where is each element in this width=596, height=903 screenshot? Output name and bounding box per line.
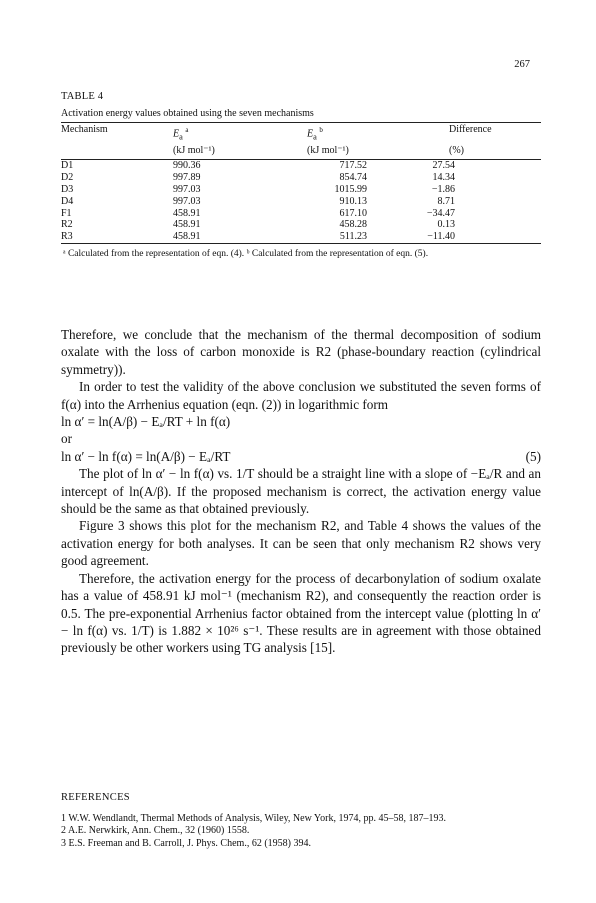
cell-mechanism: D1	[61, 160, 74, 172]
cell-ea-b: 511.23	[339, 231, 367, 243]
cell-ea-a: 997.03	[173, 195, 201, 207]
cell-ea-b: 910.13	[339, 195, 367, 207]
equation-2	[61, 448, 541, 465]
paragraph-1: Therefore, we conclude that the mechanism of the thermal decomposition of sodium oxalate with the loss of carbon monoxide is R2 (phase-boundary reaction (cylindrical symmetry)).	[61, 327, 541, 377]
references-heading: REFERENCES	[61, 792, 130, 803]
cell-ea-b: 1015.99	[334, 183, 367, 195]
cell-ea-b: 458.28	[339, 219, 367, 231]
table-row	[61, 219, 541, 231]
cell-difference: −1.86	[431, 183, 455, 195]
table-block	[61, 91, 541, 261]
paragraph-2: In order to test the validity of the above conclusion we substituted the seven forms of f(α) into the Arrhenius equation (eqn. (2)) in logarithmic form	[61, 379, 541, 412]
cell-difference: 8.71	[437, 195, 455, 207]
equation-2-number: (5)	[525, 448, 541, 464]
page-number: 267	[514, 59, 530, 70]
cell-mechanism: R3	[61, 231, 73, 243]
cell-ea-a: 990.36	[173, 160, 201, 172]
cell-difference: 27.54	[432, 160, 455, 172]
paragraph-3: The plot of ln α′ − ln f(α) vs. 1/T should be a straight line with a slope of −Eₐ/R and an intercept of ln(A/β). If the proposed mechanism is correct, the activation energy value should be the same as that obtained previously.	[61, 466, 541, 517]
cell-mechanism: D3	[61, 183, 74, 195]
table-row	[61, 172, 541, 184]
header-difference: Difference	[449, 124, 492, 135]
table-caption: Activation energy values obtained using the seven mechanisms	[61, 108, 314, 119]
table-footnote: ᵃ Calculated from the representation of eqn. (4). ᵇ Calculated from the representation of eqn. (5).	[63, 248, 429, 259]
equation-2-text: ln α′ − ln f(α) = ln(A/β) − Eₐ/RT	[61, 448, 231, 464]
cell-mechanism: F1	[61, 207, 72, 219]
cell-mechanism: R2	[61, 219, 73, 231]
table-body	[61, 160, 541, 244]
reference-3: 3 E.S. Freeman and B. Carroll, J. Phys. Chem., 62 (1958) 394.	[61, 837, 311, 849]
header-unit-ea-a: (kJ mol⁻¹)	[173, 144, 307, 160]
header-mechanism: Mechanism	[61, 124, 108, 135]
references	[61, 792, 541, 850]
cell-ea-a: 458.91	[173, 207, 201, 219]
cell-difference: −34.47	[426, 207, 455, 219]
paragraph-5: Therefore, the activation energy for the process of decarbonylation of sodium oxalate has a value of 458.91 kJ mol⁻¹ (mechanism R2), and consequently the reaction order is 0.5. The pre-exponential Arrhenius factor obtained from the intercept value (plotting ln α′ − ln f(α) vs. 1/T) is 1.882 × 10²⁶ s⁻¹. These results are in agreement with those obtained previously be other workers using TG analysis [15].	[61, 570, 541, 656]
equation-1: ln α′ = ln(A/β) − Eₐ/RT + ln f(α)	[61, 414, 231, 430]
data-table	[61, 122, 541, 244]
cell-ea-b: 854.74	[339, 172, 367, 184]
body-text	[61, 326, 541, 657]
table-row	[61, 208, 541, 220]
table-row	[61, 184, 541, 196]
reference-2: 2 A.E. Nerwkirk, Ann. Chem., 32 (1960) 1558.	[61, 825, 250, 837]
paragraph-4: Figure 3 shows this plot for the mechanism R2, and Table 4 shows the values of the activation energy for both analyses. It can be seen that only mechanism R2 shows very good agreement.	[61, 518, 541, 569]
header-unit-difference: (%)	[425, 144, 541, 160]
or-text: or	[61, 431, 72, 447]
cell-difference: 0.13	[437, 219, 455, 231]
header-ea-b: $E_a$ $^b$	[307, 126, 323, 142]
table-row	[61, 160, 541, 172]
table-row	[61, 196, 541, 208]
header-ea-a: $E_a$ $^a$	[173, 126, 189, 142]
table-label: TABLE 4	[61, 91, 104, 102]
header-unit-blank	[61, 144, 173, 160]
cell-mechanism: D2	[61, 172, 74, 184]
cell-difference: 14.34	[432, 172, 455, 184]
cell-ea-a: 458.91	[173, 231, 201, 243]
cell-mechanism: D4	[61, 195, 74, 207]
cell-ea-a: 997.89	[173, 172, 201, 184]
cell-ea-a: 997.03	[173, 183, 201, 195]
header-unit-ea-b: (kJ mol⁻¹)	[307, 144, 425, 160]
reference-1: 1 W.W. Wendlandt, Thermal Methods of Analysis, Wiley, New York, 1974, pp. 45–58, 187–193.	[61, 813, 446, 824]
cell-difference: −11.40	[427, 231, 455, 243]
cell-ea-b: 717.52	[339, 160, 367, 172]
cell-ea-a: 458.91	[173, 219, 201, 231]
table-row	[61, 231, 541, 243]
cell-ea-b: 617.10	[339, 207, 367, 219]
